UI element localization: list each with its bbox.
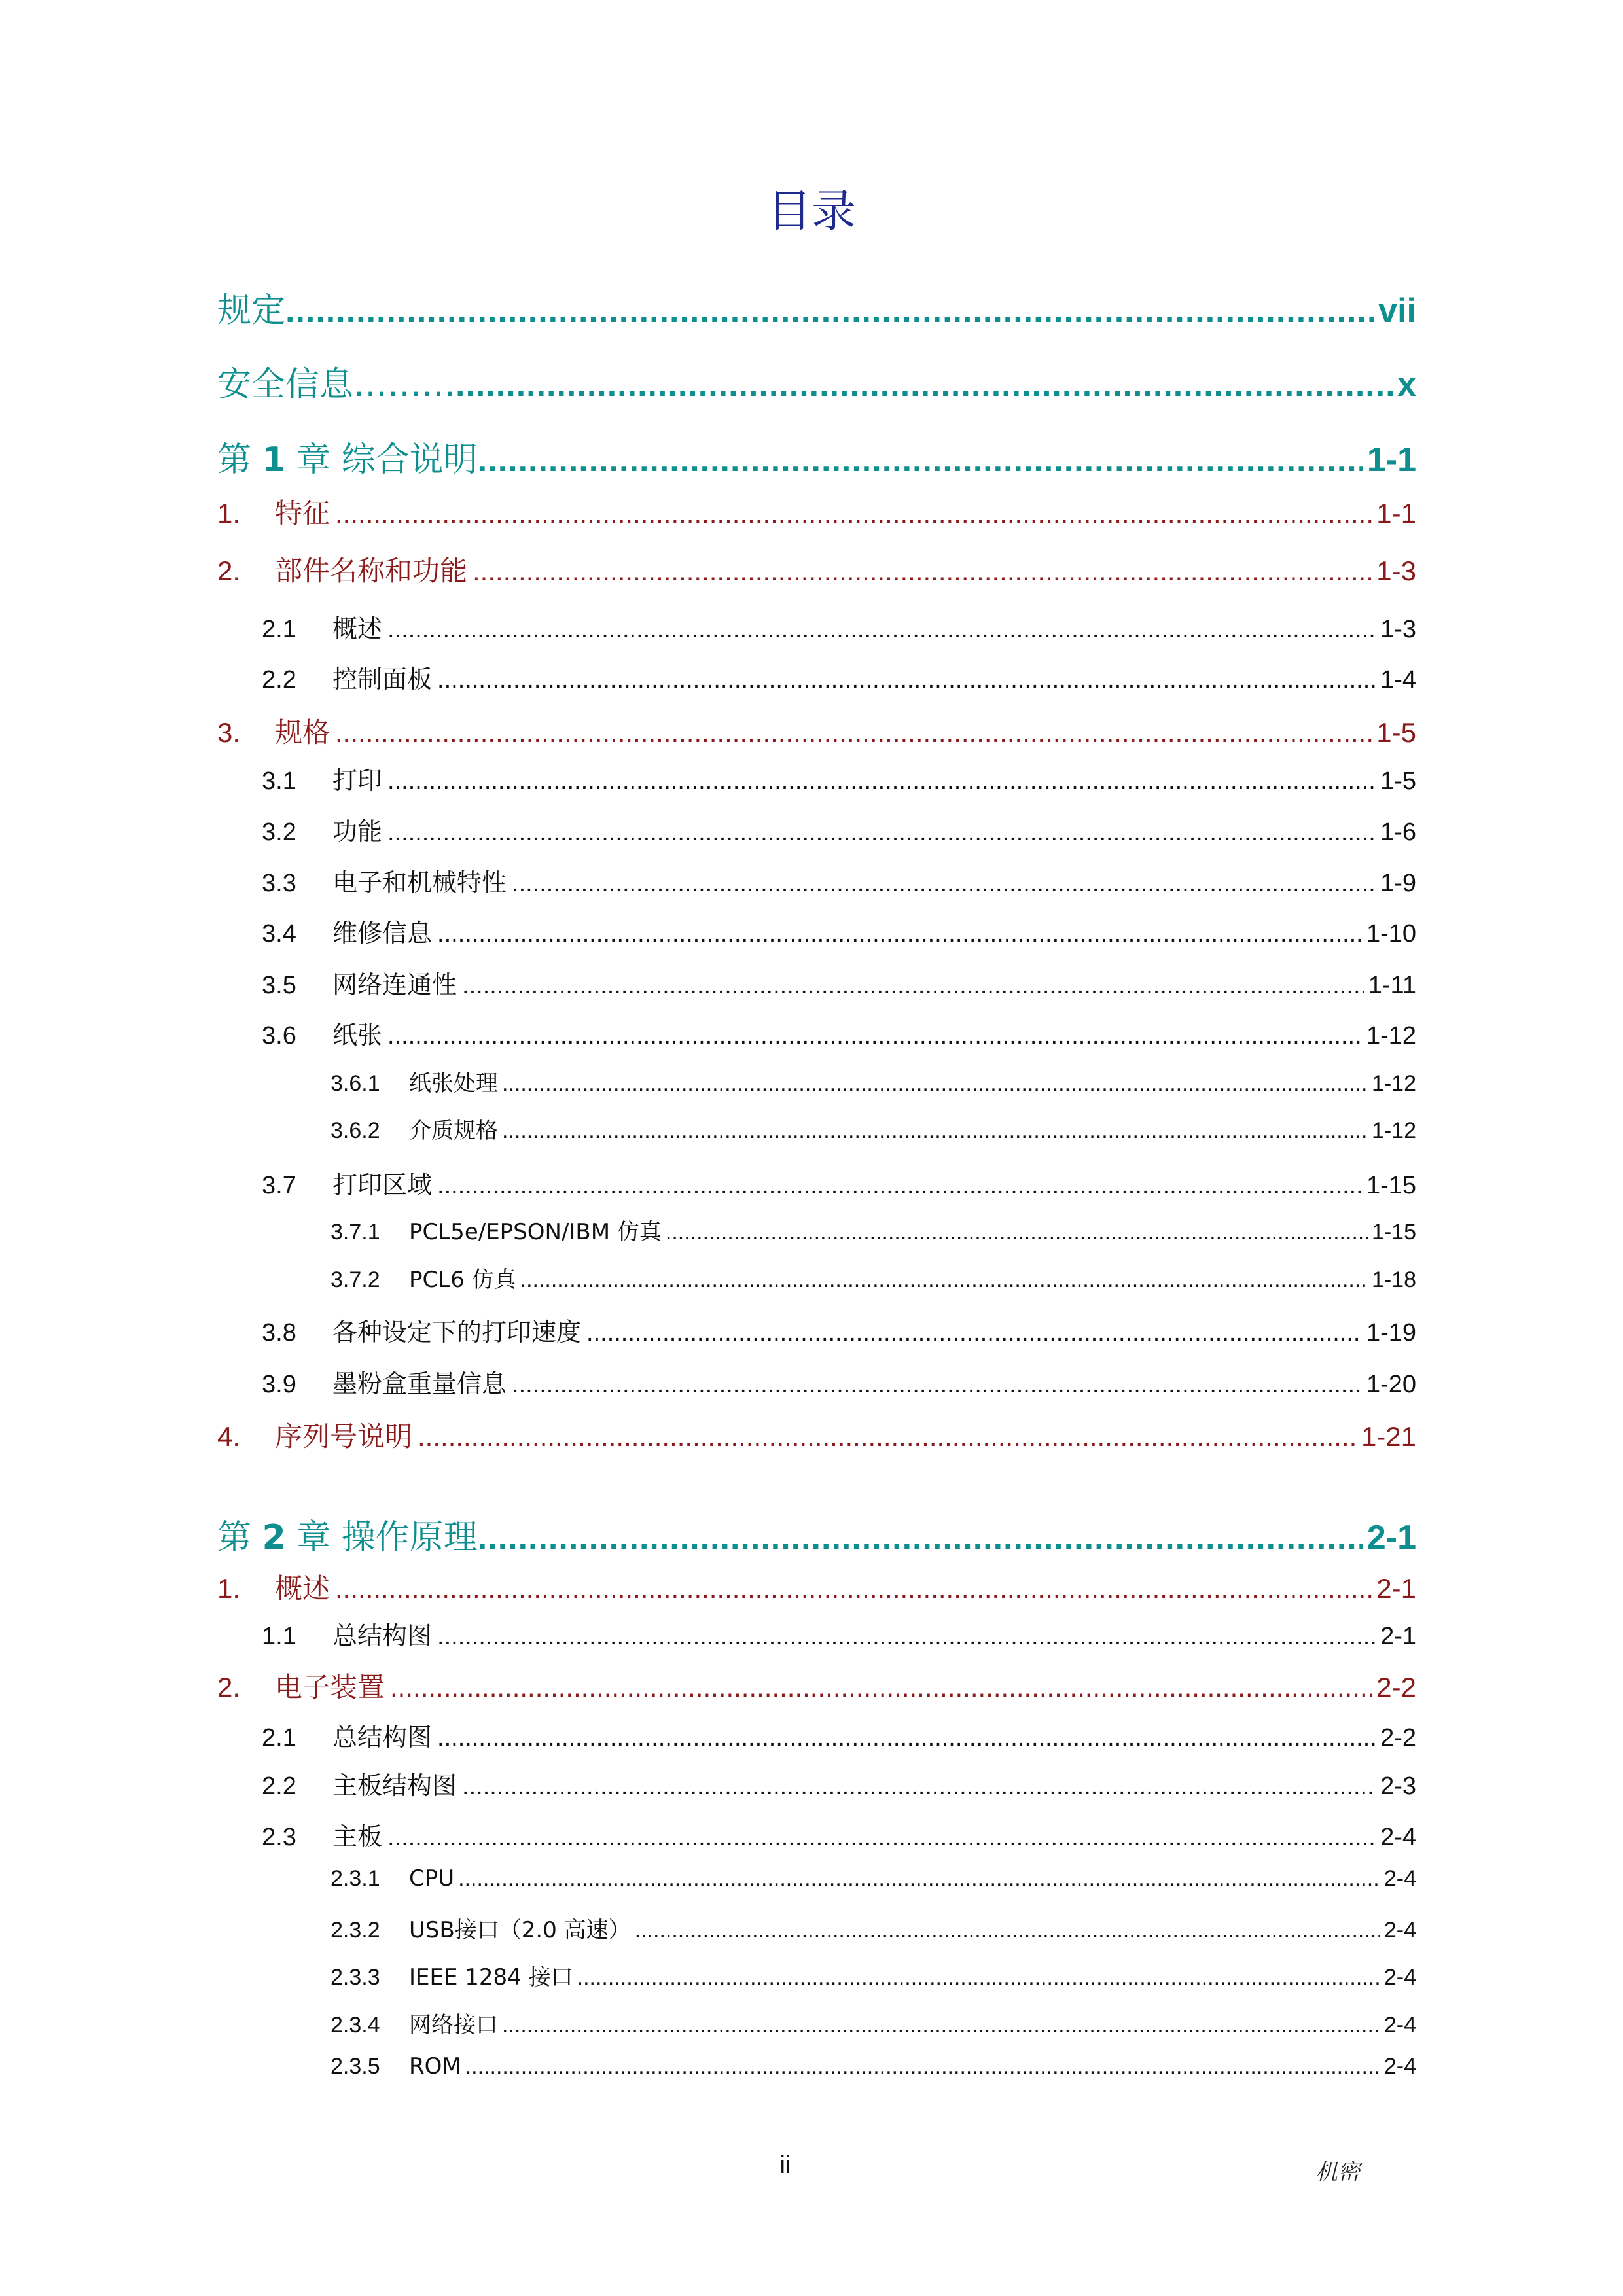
- toc-entry-text: CPU: [409, 1865, 455, 1892]
- toc-entry-text: 打印: [332, 766, 383, 795]
- toc-entry[interactable]: [330, 1214, 1416, 1246]
- toc-leader-dots: [418, 1421, 1357, 1453]
- toc-entry-page: 1-12: [1366, 1022, 1416, 1050]
- toc-entry-number: 2.: [217, 1672, 241, 1703]
- toc-entry-number: 2.3.2: [330, 1918, 380, 1943]
- toc-entry-page: 2-4: [1383, 2013, 1416, 2038]
- toc-entry-number: 1.: [217, 498, 241, 529]
- toc-chapter-1[interactable]: [217, 432, 1416, 481]
- toc-entry-text: 主板结构图: [332, 1771, 457, 1800]
- toc-leader-dots: [473, 556, 1372, 587]
- toc-entry-text: 安全信息………: [217, 365, 456, 404]
- toc-leader-dots: [285, 291, 1374, 330]
- toc-leader-dots: [577, 1965, 1380, 1990]
- toc-entry-number: 2.3.1: [330, 1866, 380, 1891]
- toc-entry-text: 概述: [332, 614, 383, 643]
- toc-entry[interactable]: [330, 1262, 1416, 1294]
- toc-entry-page: 1-18: [1371, 1267, 1416, 1292]
- toc-entry[interactable]: [217, 1567, 1416, 1606]
- toc-entry-number: 3.7.2: [330, 1267, 380, 1292]
- toc-entry-number: 1.1: [262, 1623, 296, 1650]
- toc-leader-dots: [437, 1623, 1376, 1651]
- toc-entry[interactable]: [262, 1312, 1416, 1348]
- toc-entry[interactable]: [262, 862, 1416, 898]
- toc-entry-text: 规定: [217, 291, 286, 330]
- toc-entry[interactable]: [262, 913, 1416, 949]
- toc-entry-text: 功能: [332, 817, 383, 846]
- toc-leader-dots: [335, 1573, 1372, 1604]
- toc-entry-number: 1.: [217, 1573, 241, 1604]
- toc-leader-dots: [455, 365, 1393, 404]
- toc-entry[interactable]: [217, 711, 1416, 751]
- toc-leader-dots: [335, 498, 1372, 529]
- toc-entry[interactable]: [217, 1415, 1416, 1455]
- toc-leader-dots: [387, 1824, 1376, 1852]
- toc-entry-page: 1-15: [1366, 1172, 1416, 1199]
- toc-entry[interactable]: [262, 1616, 1416, 1651]
- toc-leader-dots: [502, 1071, 1368, 1097]
- toc-leader-dots: [635, 1918, 1380, 1943]
- toc-leader-dots: [390, 1672, 1372, 1703]
- toc-entry-text: 维修信息: [332, 919, 433, 947]
- toc-entry-page: 1-10: [1366, 920, 1416, 947]
- toc-entry[interactable]: [217, 550, 1416, 589]
- toc-leader-dots: [462, 1773, 1376, 1801]
- toc-entry-number: 2.3.5: [330, 2054, 380, 2079]
- toc-entry-text: 部件名称和功能: [275, 555, 468, 587]
- toc-entry-number: 3.4: [262, 920, 296, 947]
- toc-entry-page: 1-5: [1376, 717, 1416, 748]
- chapter-heading: 第 2 章 操作原理: [217, 1518, 478, 1557]
- chapter-heading: 第 1 章 综合说明: [217, 440, 478, 480]
- toc-entry-page: 2-4: [1383, 1918, 1416, 1943]
- toc-entry[interactable]: [330, 1065, 1416, 1097]
- toc-entry-page: 2-2: [1376, 1672, 1416, 1703]
- toc-entry-page: x: [1397, 366, 1416, 404]
- toc-entry[interactable]: [262, 760, 1416, 796]
- toc-entry-number: 3.7: [262, 1172, 296, 1199]
- toc-leader-dots: [437, 666, 1376, 694]
- chapter-number: 2: [262, 1518, 286, 1557]
- toc-entry[interactable]: [330, 2053, 1416, 2079]
- toc-entry[interactable]: [262, 1364, 1416, 1400]
- toc-entry-text: ROM: [409, 2053, 461, 2079]
- toc-entry[interactable]: [330, 1912, 1416, 1944]
- chapter-number: 1: [262, 440, 286, 480]
- toc-entry-page: 1-4: [1380, 666, 1416, 694]
- toc-entry[interactable]: [217, 492, 1416, 531]
- toc-leader-dots: [502, 2013, 1380, 2038]
- toc-entry-page: 1-12: [1371, 1071, 1416, 1096]
- toc-leader-dots: [520, 1267, 1368, 1293]
- toc-entry-page: 2-3: [1380, 1773, 1416, 1800]
- toc-entry-page: 1-21: [1361, 1421, 1416, 1452]
- footer-confidential-label: 机密: [1315, 2159, 1360, 2185]
- toc-entry-number: 3.8: [262, 1319, 296, 1347]
- toc-entry-page: 1-11: [1368, 972, 1416, 999]
- toc-entry-text: 概述: [275, 1572, 330, 1604]
- toc-entry[interactable]: [262, 1717, 1416, 1753]
- toc-leader-dots: [462, 972, 1364, 1000]
- toc-entry[interactable]: [262, 1015, 1416, 1051]
- toc-entry-text: 网络接口: [409, 2012, 498, 2038]
- toc-entry-page: 1-3: [1380, 616, 1416, 643]
- toc-entry-regulations[interactable]: [217, 283, 1416, 332]
- toc-entry-text: 网络连通性: [332, 970, 457, 999]
- toc-entry-page: 2-2: [1380, 1724, 1416, 1752]
- toc-entry-page: vii: [1378, 292, 1416, 330]
- toc-entry-text: PCL6 仿真: [409, 1267, 516, 1293]
- toc-leader-dots: [387, 768, 1376, 796]
- toc-entry-text: USB接口（2.0 高速）: [409, 1917, 631, 1943]
- toc-entry-page: 1-15: [1371, 1220, 1416, 1245]
- toc-entry-number: 3.6: [262, 1022, 296, 1050]
- toc-entry-text: 总结构图: [332, 1723, 433, 1752]
- toc-entry[interactable]: [262, 964, 1416, 1000]
- toc-entry-text: 墨粉盒重量信息: [332, 1369, 507, 1398]
- toc-entry-number: 2.2: [262, 1773, 296, 1800]
- toc-entry-text: 特征: [275, 497, 330, 529]
- toc-leader-dots: [387, 819, 1376, 847]
- document-title: 目录: [766, 186, 856, 238]
- toc-entry-page: 2-4: [1383, 2054, 1416, 2079]
- toc-entry-page: 2-1: [1380, 1623, 1416, 1650]
- toc-entry[interactable]: [262, 1765, 1416, 1801]
- toc-entry-text: 规格: [275, 716, 330, 749]
- toc-leader-dots: [437, 920, 1363, 948]
- toc-leader-dots: [387, 1022, 1363, 1050]
- toc-entry-text: 介质规格: [409, 1118, 498, 1144]
- toc-entry-number: 3.6.2: [330, 1118, 380, 1143]
- toc-entry-number: 3.5: [262, 972, 296, 999]
- toc-entry-page: 1-9: [1380, 870, 1416, 897]
- toc-leader-dots: [387, 616, 1376, 644]
- toc-entry-page: 2-1: [1376, 1573, 1416, 1604]
- toc-entry-safety[interactable]: [217, 357, 1416, 406]
- toc-entry-number: 2.1: [262, 1724, 296, 1752]
- toc-leader-dots: [437, 1172, 1363, 1200]
- toc-entry-number: 3.: [217, 717, 241, 748]
- toc-entry-page: 1-5: [1380, 768, 1416, 795]
- toc-entry-page: 1-19: [1366, 1319, 1416, 1347]
- toc-entry-page: 2-1: [1366, 1519, 1416, 1557]
- toc-chapter-2[interactable]: [217, 1510, 1416, 1559]
- toc-entry-page: 1-20: [1366, 1371, 1416, 1398]
- toc-entry-page: 2-4: [1383, 1866, 1416, 1891]
- toc-entry[interactable]: [262, 609, 1416, 645]
- footer-page-number: ii: [779, 2151, 791, 2179]
- toc-entry-number: 3.7.1: [330, 1220, 380, 1245]
- toc-entry-number: 3.1: [262, 768, 296, 795]
- toc-leader-dots: [478, 1518, 1363, 1557]
- toc-entry-text: 总结构图: [332, 1621, 433, 1650]
- toc-leader-dots: [465, 2054, 1380, 2079]
- toc-entry-number: 2.1: [262, 616, 296, 643]
- toc-entry-text: 电子装置: [275, 1671, 385, 1703]
- toc-entry-number: 3.2: [262, 819, 296, 846]
- toc-leader-dots: [335, 717, 1372, 749]
- toc-entry-number: 2.3.4: [330, 2013, 380, 2038]
- toc-entry-text: 电子和机械特性: [332, 868, 507, 897]
- toc-entry-number: 2.3.3: [330, 1965, 380, 1990]
- toc-entry[interactable]: [217, 1666, 1416, 1705]
- toc-entry-text: 纸张: [332, 1021, 383, 1050]
- toc-entry[interactable]: [262, 659, 1416, 695]
- toc-entry-text: 控制面板: [332, 665, 433, 694]
- toc-entry-number: 2.3: [262, 1824, 296, 1851]
- toc-leader-dots: [458, 1866, 1380, 1892]
- toc-entry-text: PCL5e/EPSON/IBM 仿真: [409, 1219, 662, 1245]
- toc-entry-page: 1-1: [1366, 441, 1416, 479]
- toc-leader-dots: [666, 1220, 1368, 1245]
- toc-entry-text: 打印区域: [332, 1171, 433, 1199]
- toc-entry-number: 4.: [217, 1421, 241, 1452]
- toc-entry[interactable]: [330, 1959, 1416, 1991]
- toc-leader-dots: [512, 870, 1376, 898]
- toc-entry-number: 3.9: [262, 1371, 296, 1398]
- toc-leader-dots: [478, 440, 1363, 480]
- toc-entry[interactable]: [330, 1865, 1416, 1892]
- toc-entry-number: 2.2: [262, 666, 296, 694]
- toc-leader-dots: [502, 1118, 1368, 1144]
- toc-entry-text: IEEE 1284 接口: [409, 1964, 573, 1990]
- toc-entry[interactable]: [330, 1112, 1416, 1144]
- toc-entry-text: 主板: [332, 1822, 383, 1851]
- toc-entry-number: 3.6.1: [330, 1071, 380, 1096]
- toc-leader-dots: [437, 1724, 1376, 1752]
- toc-entry[interactable]: [262, 811, 1416, 847]
- toc-entry-text: 纸张处理: [409, 1070, 498, 1097]
- toc-entry[interactable]: [262, 1816, 1416, 1852]
- toc-entry-page: 1-1: [1376, 498, 1416, 529]
- toc-entry[interactable]: [262, 1165, 1416, 1201]
- toc-entry-page: 2-4: [1380, 1824, 1416, 1851]
- toc-entry-number: 2.: [217, 556, 241, 586]
- toc-entry-text: 序列号说明: [275, 1421, 413, 1453]
- toc-entry-page: 2-4: [1383, 1965, 1416, 1990]
- toc-leader-dots: [512, 1371, 1363, 1399]
- toc-entry-page: 1-3: [1376, 556, 1416, 586]
- toc-entry[interactable]: [330, 2007, 1416, 2039]
- toc-leader-dots: [586, 1319, 1363, 1347]
- toc-entry-number: 3.3: [262, 870, 296, 897]
- toc-entry-text: 各种设定下的打印速度: [332, 1318, 582, 1347]
- toc-entry-page: 1-6: [1380, 819, 1416, 846]
- toc-entry-page: 1-12: [1371, 1118, 1416, 1143]
